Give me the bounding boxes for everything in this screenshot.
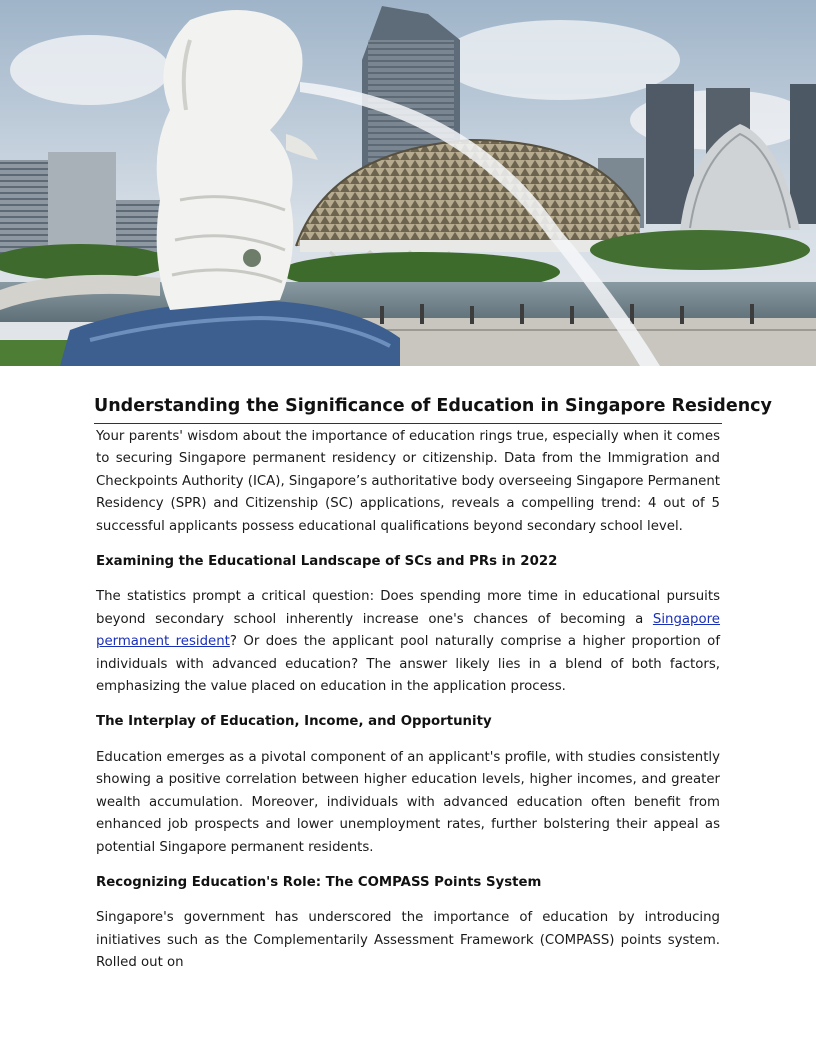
article-body (96, 426, 720, 975)
singapore-permanent-resident-link[interactable]: Singapore permanent resident (96, 611, 720, 650)
intro-paragraph: Your parents' wisdom about the importance of education rings true, especially when it comes to securing Singapore permanent residency or citizenship. Data from the Immigration and Checkpoints Authority (ICA), Singapore’s authoritative body overseeing Singapore Permanent Residency (SPR) and Citizenship (SC) applications, reveals a compelling trend: 4 out of 5 successful applicants possess educational qualifications beyond secondary school level. (96, 429, 720, 534)
education-income-paragraph: Education emerges as a pivotal component of an applicant's profile, with studies consistently showing a positive correlation between higher education levels, higher incomes, and greater wealth accumulation. Moreover, individuals with advanced education often benefit from enhanced job prospects and lower unemployment rates, further bolstering their appeal as potential Singapore permanent residents. (96, 749, 720, 855)
section-heading-educational-landscape: Examining the Educational Landscape of SCs and PRs in 2022 (96, 554, 558, 570)
section-heading-education-income: The Interplay of Education, Income, and Opportunity (96, 714, 492, 730)
hero-image (0, 0, 816, 366)
compass-paragraph: Singapore's government has underscored the importance of education by introducing initiatives such as the Complementarily Assessment Framework (COMPASS) points system. Rolled out on (96, 910, 720, 971)
article-title: Understanding the Significance of Education in Singapore Residency (94, 392, 722, 424)
paragraph-text-after-link: ? Or does the applicant pool naturally comprise a higher proportion of individuals with advanced education? The answer likely lies in a blend of both factors, emphasizing the value placed on education in the application process. (96, 634, 720, 695)
section-heading-compass: Recognizing Education's Role: The COMPASS Points System (96, 874, 542, 890)
paragraph-text-before-link: The statistics prompt a critical question: Does spending more time in educational pursuits beyond secondary school inherently increase one's chances of becoming a (96, 589, 720, 627)
educational-landscape-paragraph (96, 586, 720, 698)
merlion-skyline-illustration (0, 0, 816, 366)
